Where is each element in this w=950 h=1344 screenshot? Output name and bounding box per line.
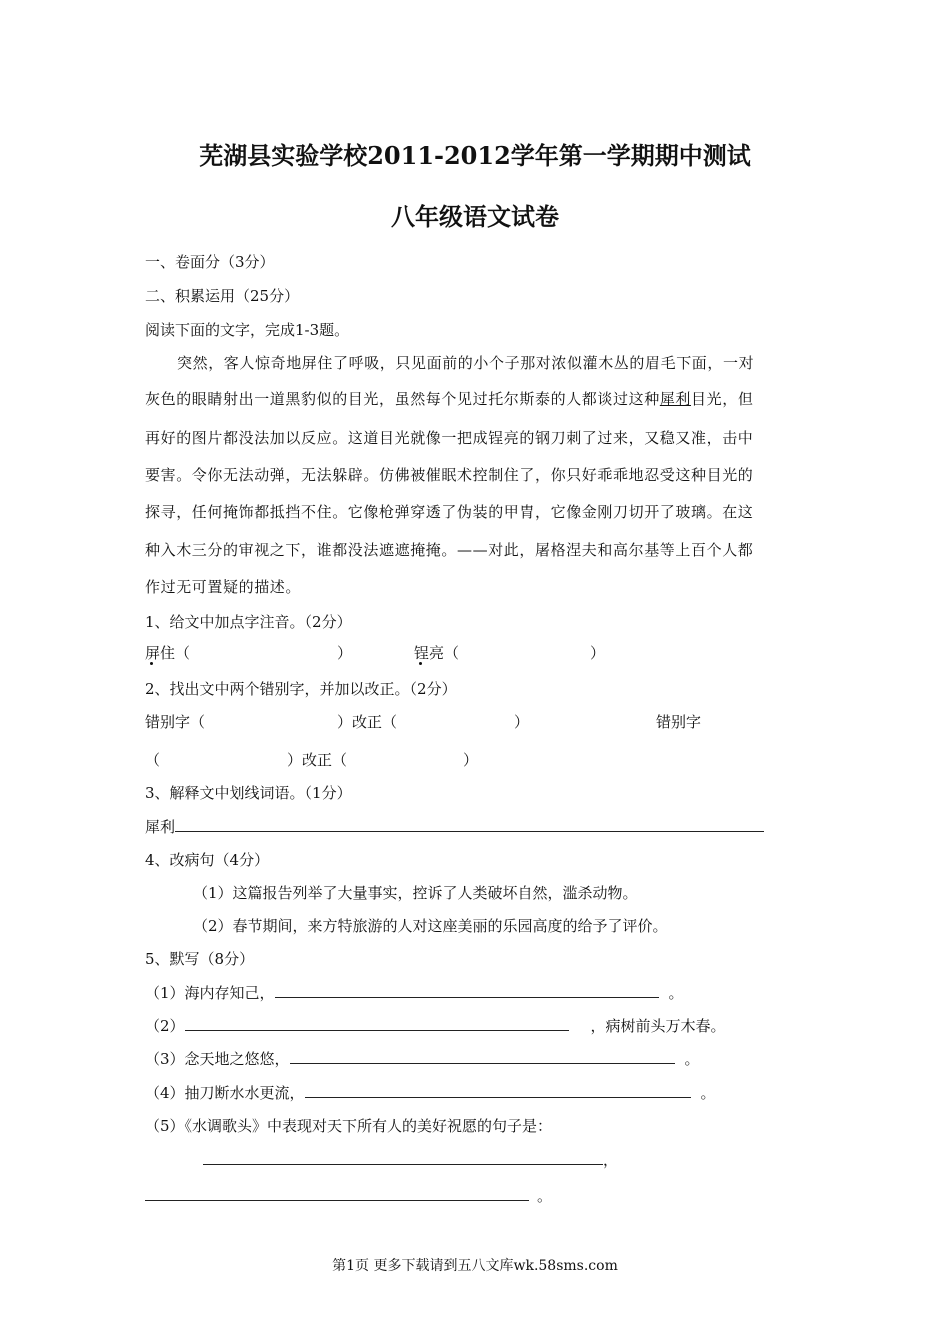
question-1-label: 1、给文中加点字注音。（2分）: [145, 613, 352, 631]
question-4-label: 4、改病句（4分）: [145, 851, 270, 869]
q5-item-2-suffix: ，病树前头万木春。: [590, 1017, 726, 1035]
q5-item-4-prefix: （4）抽刀断水水更流，: [145, 1084, 305, 1102]
q2-close-2: ）: [463, 751, 479, 769]
answer-blank[interactable]: [275, 983, 659, 998]
q5-item-5-line-1: [203, 1150, 618, 1170]
q2-wrong-1: 错别字（: [145, 713, 206, 731]
q2-wrong-2: 错别字: [656, 713, 702, 731]
answer-blank[interactable]: [175, 817, 764, 832]
q3-word: 犀利: [145, 818, 176, 836]
question-2-label: 2、找出文中两个错别字，并加以改正。（2分）: [145, 680, 457, 698]
q5-item-4: [145, 1083, 716, 1103]
answer-blank[interactable]: [203, 1150, 603, 1165]
passage-line-5: 探寻，任何掩饰都抵挡不住。它像枪弹穿透了伪装的甲胄，它像金刚刀切开了玻璃。在这: [145, 503, 754, 521]
q2-close-1: ）: [514, 713, 530, 731]
q5-item-5-end: 。: [537, 1187, 553, 1205]
emphasis-dot: [419, 662, 422, 665]
q1-answer-b-open: 锃亮（: [414, 644, 460, 662]
page-footer: 第1页 更多下载请到五八文库wk.58sms.com: [332, 1258, 618, 1274]
q2-fix-2: ）改正（: [287, 751, 348, 769]
q5-item-2-prefix: （2）: [145, 1017, 185, 1035]
q5-item-2: [145, 1016, 726, 1036]
q5-item-1-suffix: 。: [668, 984, 684, 1002]
q5-item-3: [145, 1049, 700, 1069]
passage-line-2-a: 灰色的眼睛射出一道黑豹似的目光，虽然每个见过托尔斯泰的人都谈过这种: [145, 390, 660, 408]
underlined-word: 犀利: [659, 390, 692, 408]
section-1-heading: 一、卷面分（3分）: [145, 253, 275, 271]
q1-answer-a-close: ）: [337, 644, 353, 662]
passage-line-7: 作过无可置疑的描述。: [145, 578, 302, 596]
q5-item-5-line-2: [145, 1186, 552, 1206]
answer-blank[interactable]: [305, 1083, 691, 1098]
q2-fix-1: ）改正（: [337, 713, 398, 731]
answer-blank[interactable]: [185, 1016, 569, 1031]
question-5-label: 5、默写（8分）: [145, 950, 255, 968]
reading-intro: 阅读下面的文字，完成1-3题。: [145, 321, 350, 339]
q3-answer-line: [145, 817, 764, 837]
section-2-heading: 二、积累运用（25分）: [145, 287, 300, 305]
passage-line-4: 要害。令你无法动弹，无法躲辟。仿佛被催眠术控制住了，你只好乖乖地忍受这种目光的: [145, 466, 754, 484]
q5-item-3-suffix: 。: [684, 1050, 700, 1068]
passage-line-2-b: 目光，但: [691, 390, 754, 408]
answer-blank[interactable]: [290, 1049, 675, 1064]
q5-item-1: [145, 983, 684, 1003]
q5-item-5-comma: ，: [603, 1151, 619, 1169]
q4-sentence-2: （2）春节期间，来方特旅游的人对这座美丽的乐园高度的给予了评价。: [193, 917, 668, 935]
passage-line-6: 种入木三分的审视之下，谁都没法遮遮掩掩。——对此，屠格涅夫和高尔基等上百个人都: [145, 541, 754, 559]
q4-sentence-1: （1）这篇报告列举了大量事实，控诉了人类破坏自然，滥杀动物。: [193, 884, 638, 902]
q5-item-3-prefix: （3）念天地之悠悠，: [145, 1050, 290, 1068]
passage-line-3: 再好的图片都没法加以反应。这道目光就像一把成锃亮的钢刀刺了过来，又稳又准，击中: [145, 429, 754, 447]
question-3-label: 3、解释文中划线词语。（1分）: [145, 784, 352, 802]
q5-item-4-suffix: 。: [700, 1084, 716, 1102]
exam-title: 芜湖县实验学校2011-2012学年第一学期期中测试: [199, 141, 751, 170]
q2-open-2: （: [145, 751, 161, 769]
passage-line-2: [145, 389, 753, 409]
q1-answer-b-close: ）: [590, 644, 606, 662]
q5-item-1-prefix: （1）海内存知己，: [145, 984, 275, 1002]
q5-item-5-prompt: （5）《水调歌头》中表现对天下所有人的美好祝愿的句子是：: [145, 1117, 553, 1135]
q1-answer-a-open: 屏住（: [145, 644, 191, 662]
exam-subtitle: 八年级语文试卷: [391, 202, 559, 231]
answer-blank[interactable]: [145, 1186, 529, 1201]
emphasis-dot: [150, 662, 153, 665]
passage-line-1: 突然，客人惊奇地屏住了呼吸，只见面前的小个子那对浓似灌木丛的眉毛下面，一对: [177, 354, 755, 372]
